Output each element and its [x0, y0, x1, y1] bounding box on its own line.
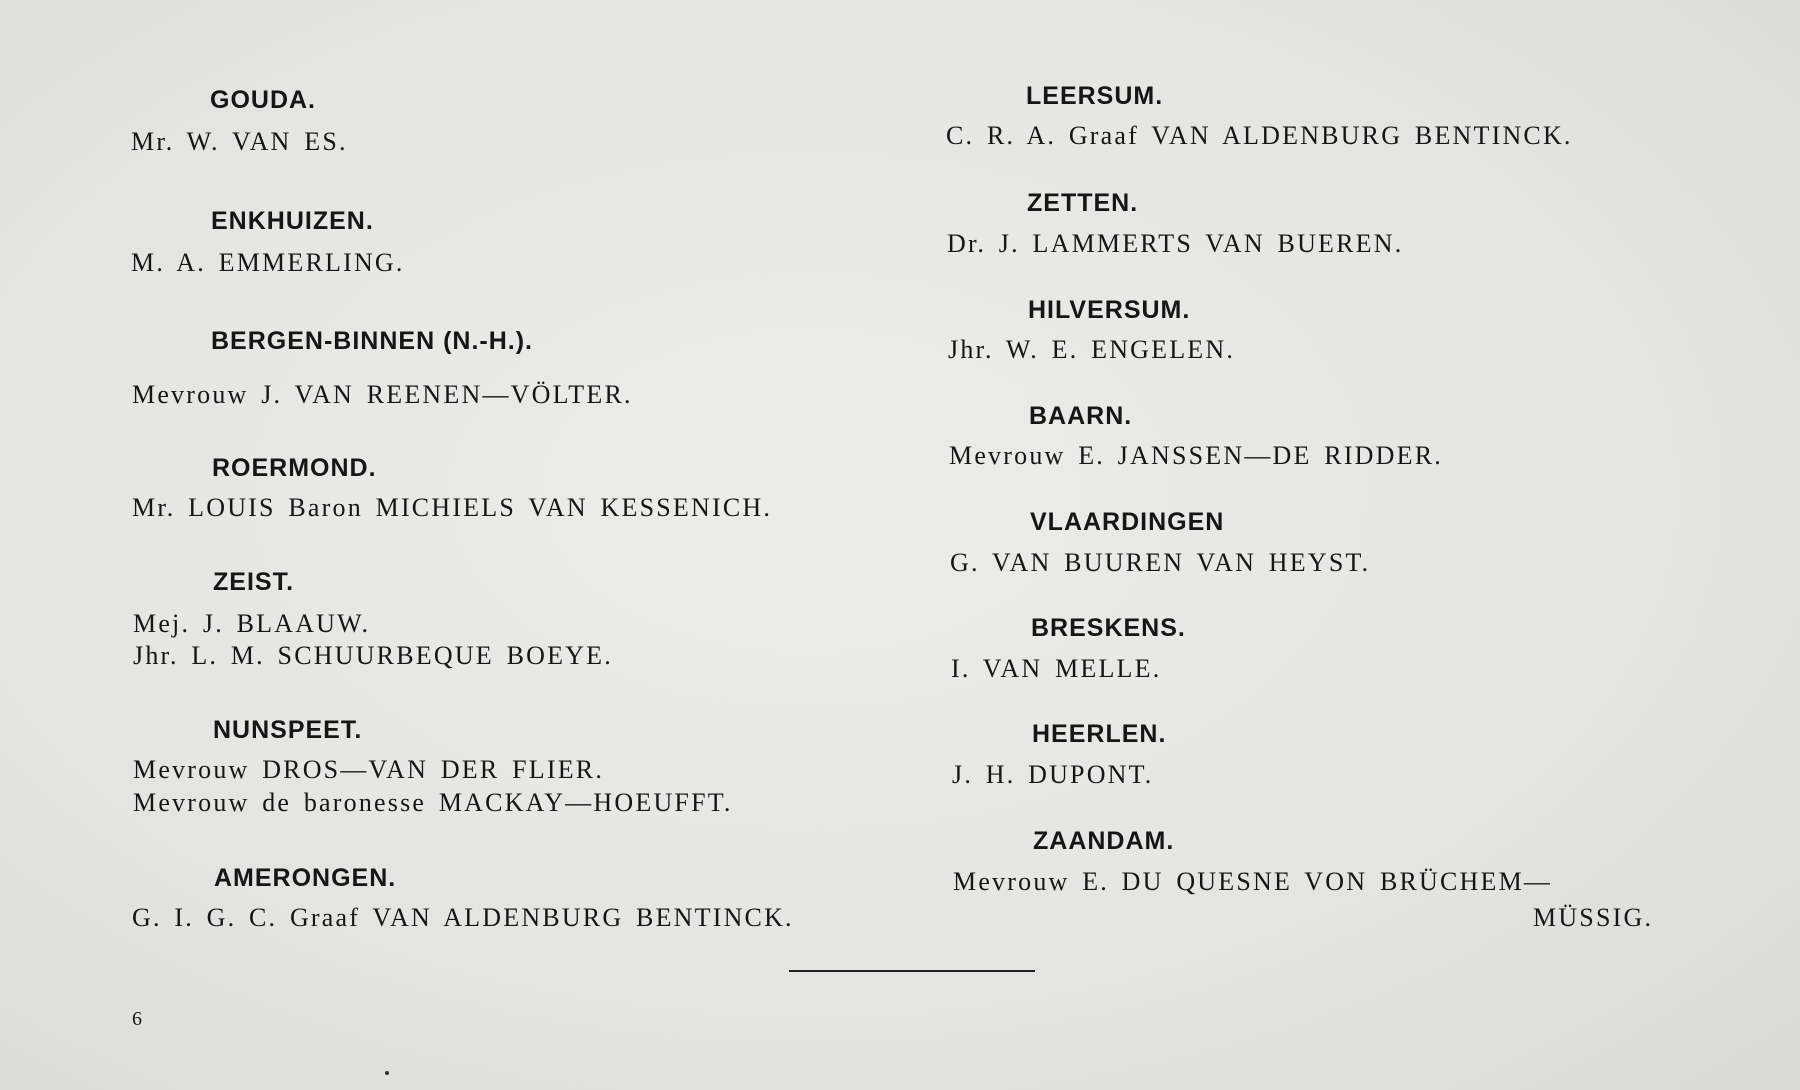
divider-rule — [789, 970, 1035, 972]
section-heading: HILVERSUM. — [1028, 296, 1191, 324]
member-name: Dr. J. LAMMERTS VAN BUEREN. — [947, 229, 1404, 258]
member-name: Mr. W. VAN ES. — [131, 127, 348, 156]
member-name: Mevrouw de baronesse MACKAY—HOEUFFT. — [133, 788, 733, 817]
member-name: Jhr. L. M. SCHUURBEQUE BOEYE. — [133, 641, 613, 670]
member-name: G. I. G. C. Graaf VAN ALDENBURG BENTINCK. — [132, 903, 794, 932]
member-name: G. VAN BUUREN VAN HEYST. — [950, 548, 1371, 577]
member-name: Mej. J. BLAAUW. — [133, 609, 371, 638]
section-heading: BRESKENS. — [1031, 614, 1186, 642]
section-heading: BERGEN-BINNEN (N.-H.). — [211, 327, 533, 355]
member-name: J. H. DUPONT. — [952, 760, 1154, 789]
member-name: Mr. LOUIS Baron MICHIELS VAN KESSENICH. — [132, 493, 773, 522]
section-heading: AMERONGEN. — [214, 864, 397, 892]
section-heading: ZAANDAM. — [1033, 827, 1175, 855]
section-heading: BAARN. — [1029, 402, 1133, 430]
section-heading: NUNSPEET. — [213, 716, 363, 744]
member-name: I. VAN MELLE. — [951, 654, 1162, 683]
member-name: Mevrouw J. VAN REENEN—VÖLTER. — [132, 380, 633, 409]
section-heading: ZEIST. — [213, 568, 295, 596]
member-name-continuation: MÜSSIG. — [1533, 903, 1654, 932]
section-heading: ROERMOND. — [212, 454, 377, 482]
section-heading: VLAARDINGEN — [1030, 508, 1225, 536]
section-heading: HEERLEN. — [1032, 720, 1167, 748]
member-name: C. R. A. Graaf VAN ALDENBURG BENTINCK. — [946, 121, 1573, 150]
member-name: M. A. EMMERLING. — [131, 248, 405, 277]
member-name: Jhr. W. E. ENGELEN. — [948, 335, 1236, 364]
section-heading: ZETTEN. — [1027, 189, 1139, 217]
section-heading: GOUDA. — [210, 86, 316, 114]
member-name: Mevrouw E. DU QUESNE VON BRÜCHEM— — [953, 867, 1553, 896]
section-heading: ENKHUIZEN. — [211, 207, 374, 235]
ink-speck — [385, 1071, 389, 1075]
member-name: Mevrouw DROS—VAN DER FLIER. — [133, 755, 605, 784]
page-number: 6 — [132, 1008, 142, 1030]
member-name: Mevrouw E. JANSSEN—DE RIDDER. — [949, 441, 1443, 470]
section-heading: LEERSUM. — [1026, 82, 1164, 110]
